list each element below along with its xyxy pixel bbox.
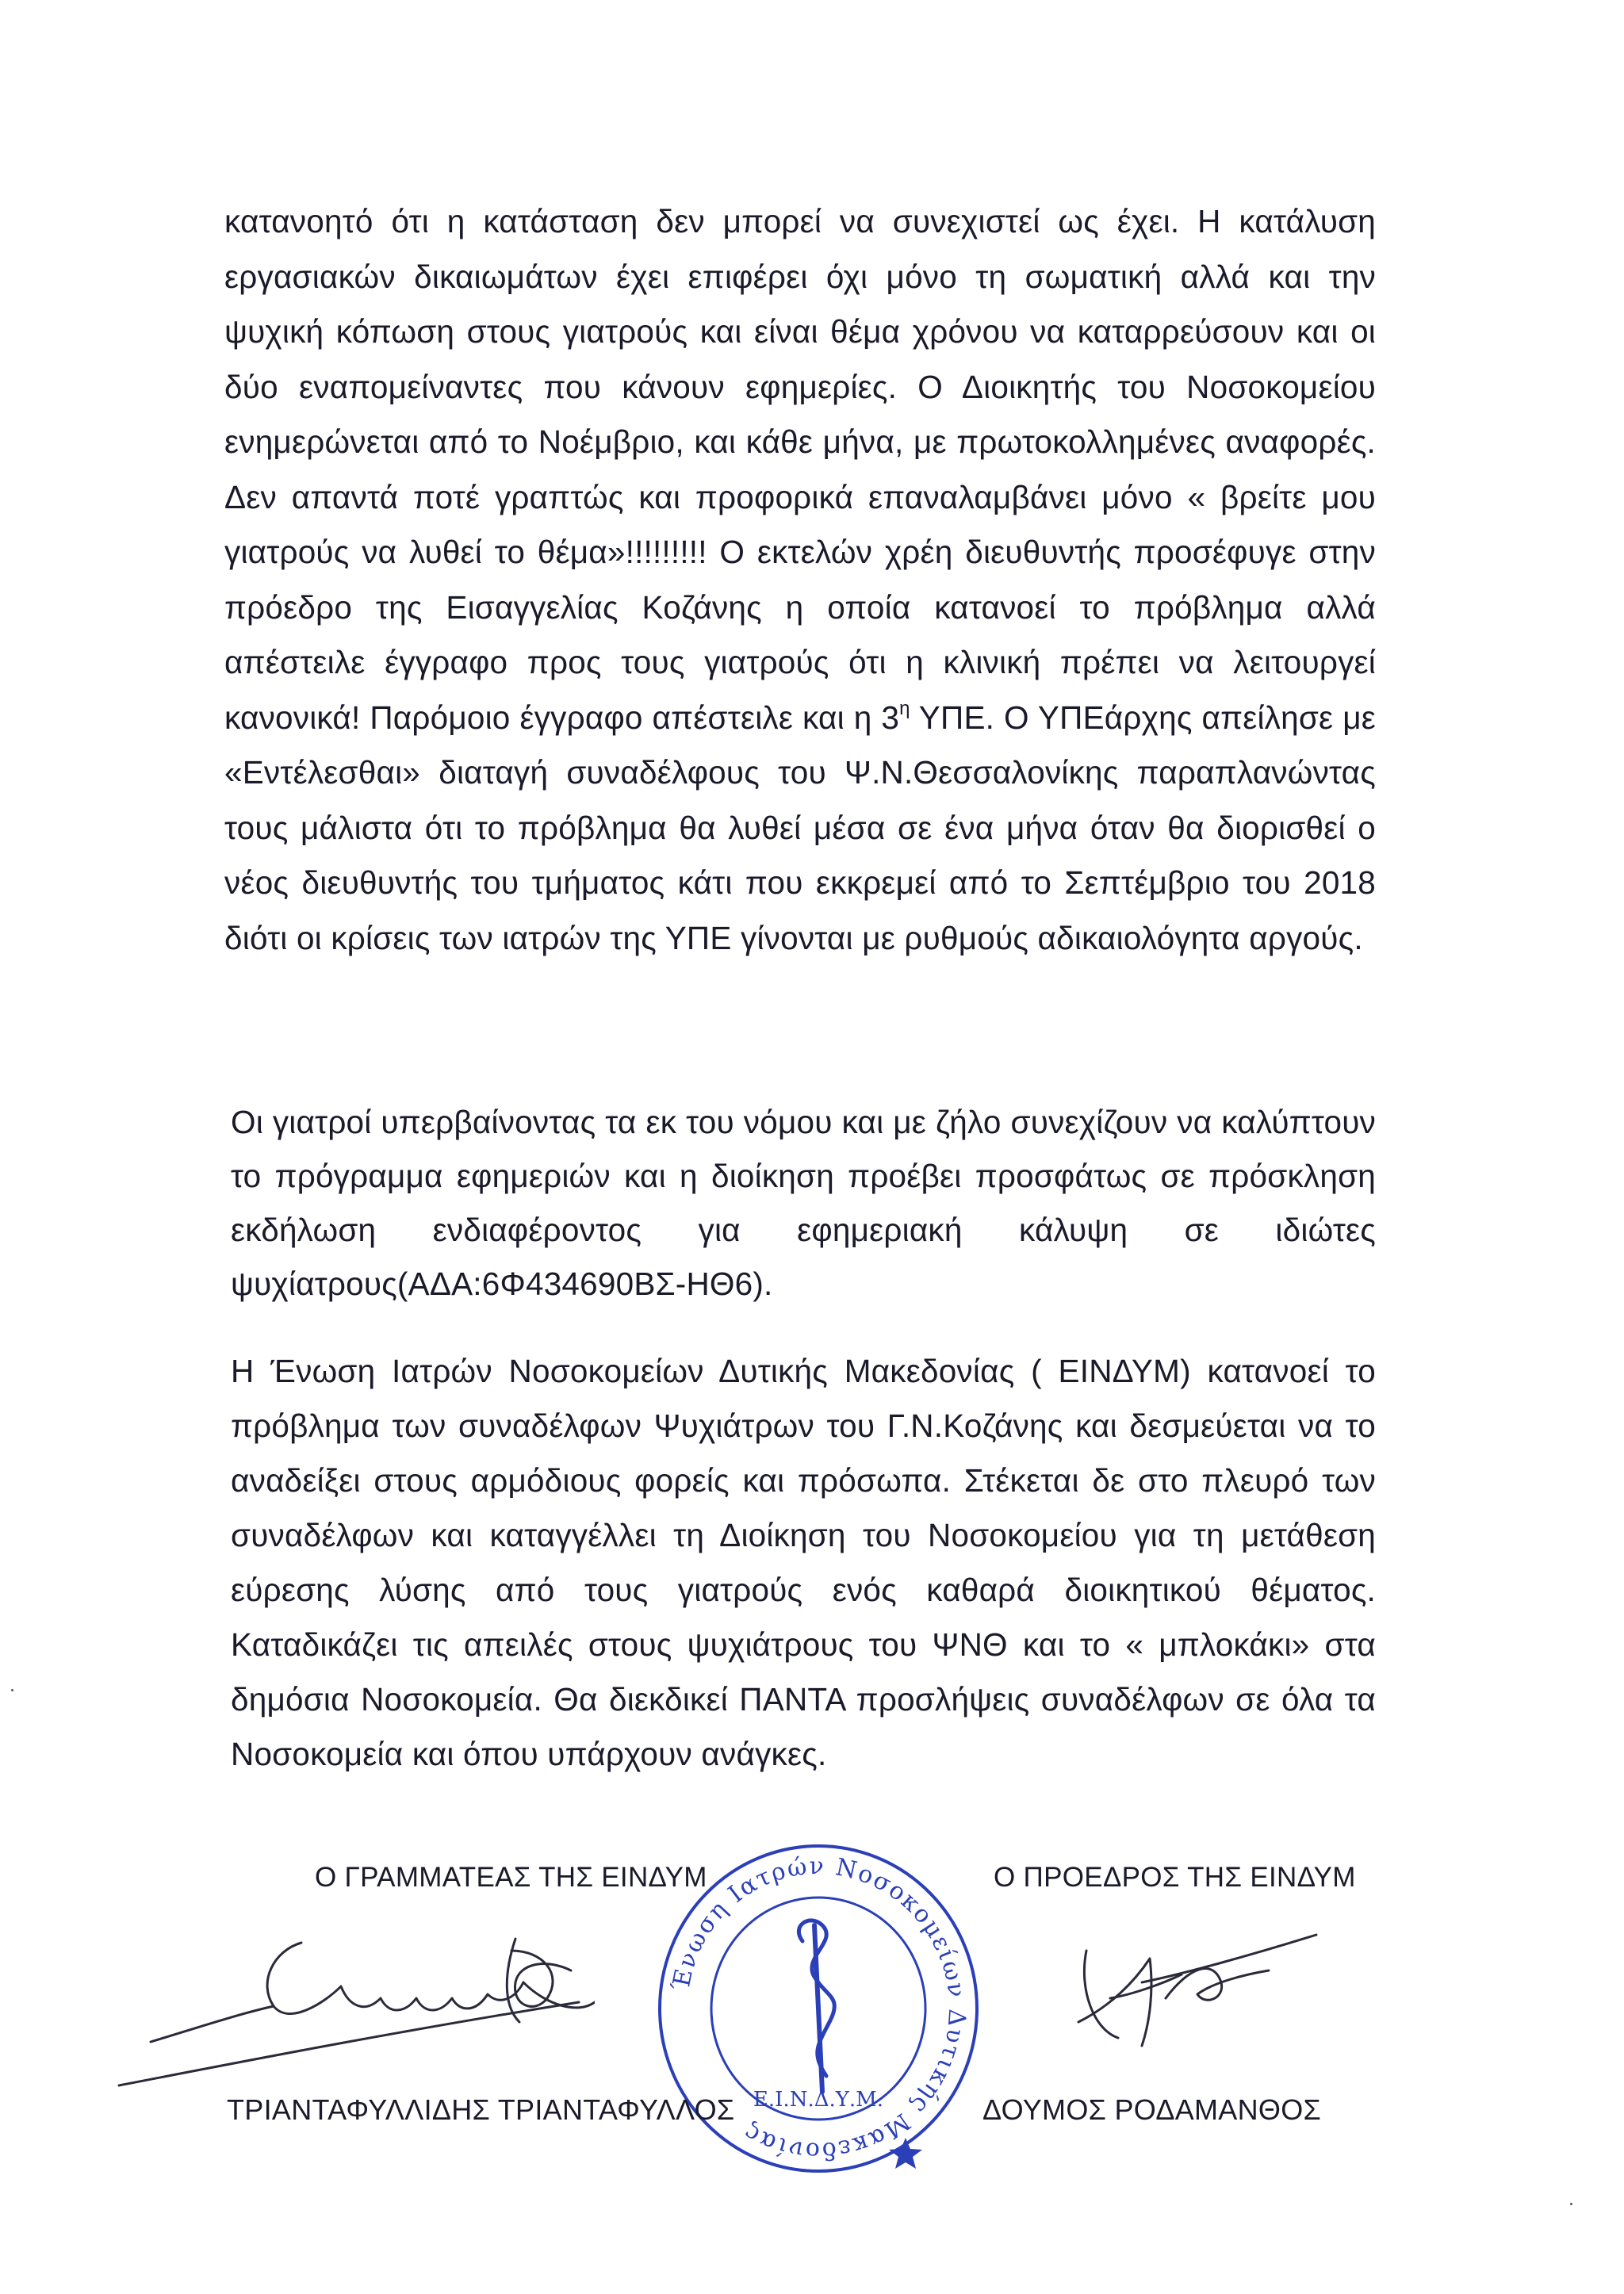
paragraph-1-text-end: ΥΠΕ. Ο ΥΠΕάρχης απείλησε με «Εντέλεσθαι» διαταγή συναδέλφους του Ψ.Ν.Θεσσαλονίκης παραπλανώντας τους μάλιστα ότι το πρόβλημα θα λυθεί μέσα σε ένα μήνα όταν θα διορισθεί ο νέος διευθυντής του τμήματος κάτι που εκκρεμεί από το Σεπτέμβριο του 2018 διότι οι κρίσεις των ιατρών της ΥΠΕ γίνονται με ρυθμούς αδικαιολόγητα αργούς. [224, 699, 1376, 956]
body-paragraph-3 [224, 1344, 1376, 1782]
stamp-ring-text: Ένωση Ιατρών Νοσοκομείων Δυτικής Μακεδονίας [667, 1852, 971, 2166]
paragraph-2-text: Οι γιατροί υπερβαίνοντας τα εκ του νόμου και με ζήλο συνεχίζουν να καλύπτουν το πρόγραμμα εφημεριών και η διοίκηση προέβει προσφάτως σε πρόσκληση εκδήλωση ενδιαφέροντος για εφημεριακή κάλυψη σε ιδιώτες ψυχίατρους(ΑΔΑ:6Φ434690ΒΣ-ΗΘ6). [231, 1104, 1376, 1302]
scan-speck [11, 1689, 13, 1691]
president-title: Ο ΠΡΟΕΔΡΟΣ ΤΗΣ ΕΙΝΔΥΜ [994, 1862, 1356, 1893]
body-paragraph-1 [224, 194, 1376, 966]
stamp-abbreviation: Ε.Ι.Ν.Δ.Υ.Μ. [753, 2088, 884, 2112]
president-signature [1063, 1919, 1324, 2062]
association-stamp [652, 1838, 985, 2179]
president-name: ΔΟΥΜΟΣ ΡΟΔΑΜΑΝΘΟΣ [982, 2093, 1322, 2126]
superscript-eta: η [899, 697, 910, 719]
paragraph-3-text: Η Ένωση Ιατρών Νοσοκομείων Δυτικής Μακεδονίας ( ΕΙΝΔΥΜ) κατανοεί το πρόβλημα των συναδέλφων Ψυχιάτρων του Γ.Ν.Κοζάνης και δεσμεύεται να το αναδείξει στους αρμόδιους φορείς και πρόσωπα. Στέκεται δε στο πλευρό των συναδέλφων και καταγγέλλει τη Διοίκηση του Νοσοκομείου για τη μετάθεση εύρεσης λύσης από τους γιατρούς ενός καθαρά διοικητικού θέματος. Καταδικάζει τις απειλές στους ψυχιάτρους του ΨΝΘ και το « μπλοκάκι» στα δημόσια Νοσοκομεία. Θα διεκδικεί ΠΑΝΤΑ προσλήψεις συναδέλφων σε όλα τα Νοσοκομεία και όπου υπάρχουν ανάγκες. [231, 1353, 1376, 1772]
secretary-name: ΤΡΙΑΝΤΑΦΥΛΛΙΔΗΣ ΤΡΙΑΝΤΑΦΥΛΛΟΣ [227, 2093, 735, 2126]
secretary-title: Ο ΓΡΑΜΜΑΤΕΑΣ ΤΗΣ ΕΙΝΔΥΜ [315, 1862, 707, 1893]
scan-speck [1570, 2203, 1572, 2205]
rod-of-asclepius-icon [799, 1921, 834, 2092]
body-paragraph-2 [224, 1095, 1376, 1311]
paragraph-1-text: κατανοητό ότι η κατάσταση δεν μπορεί να συνεχιστεί ως έχει. Η κατάλυση εργασιακών δικαιωμάτων έχει επιφέρει όχι μόνο τη σωματική αλλά και την ψυχική κόπωση στους γιατρούς και είναι θέμα χρόνου να καταρρεύσουν και οι δύο εναπομείναντες που κάνουν εφημερίες. Ο Διοικητής του Νοσοκομείου ενημερώνεται από το Νοέμβριο, και κάθε μήνα, με πρωτοκολλημένες αναφορές. Δεν απαντά ποτέ γραπτώς και προφορικά επαναλαμβάνει μόνο « βρείτε μου γιατρούς να λυθεί το θέμα»!!!!!!!!! Ο εκτελών χρέη διευθυντής προσέφυγε στην πρόεδρο της Εισαγγελίας Κοζάνης η οποία κατανοεί το πρόβλημα αλλά απέστειλε έγγραφο προς τους γιατρούς ότι η κλινική πρέπει να λειτουργεί κανονικά! Παρόμοιο έγγραφο απέστειλε και η 3 [224, 203, 1376, 736]
secretary-signature [103, 1895, 595, 2101]
